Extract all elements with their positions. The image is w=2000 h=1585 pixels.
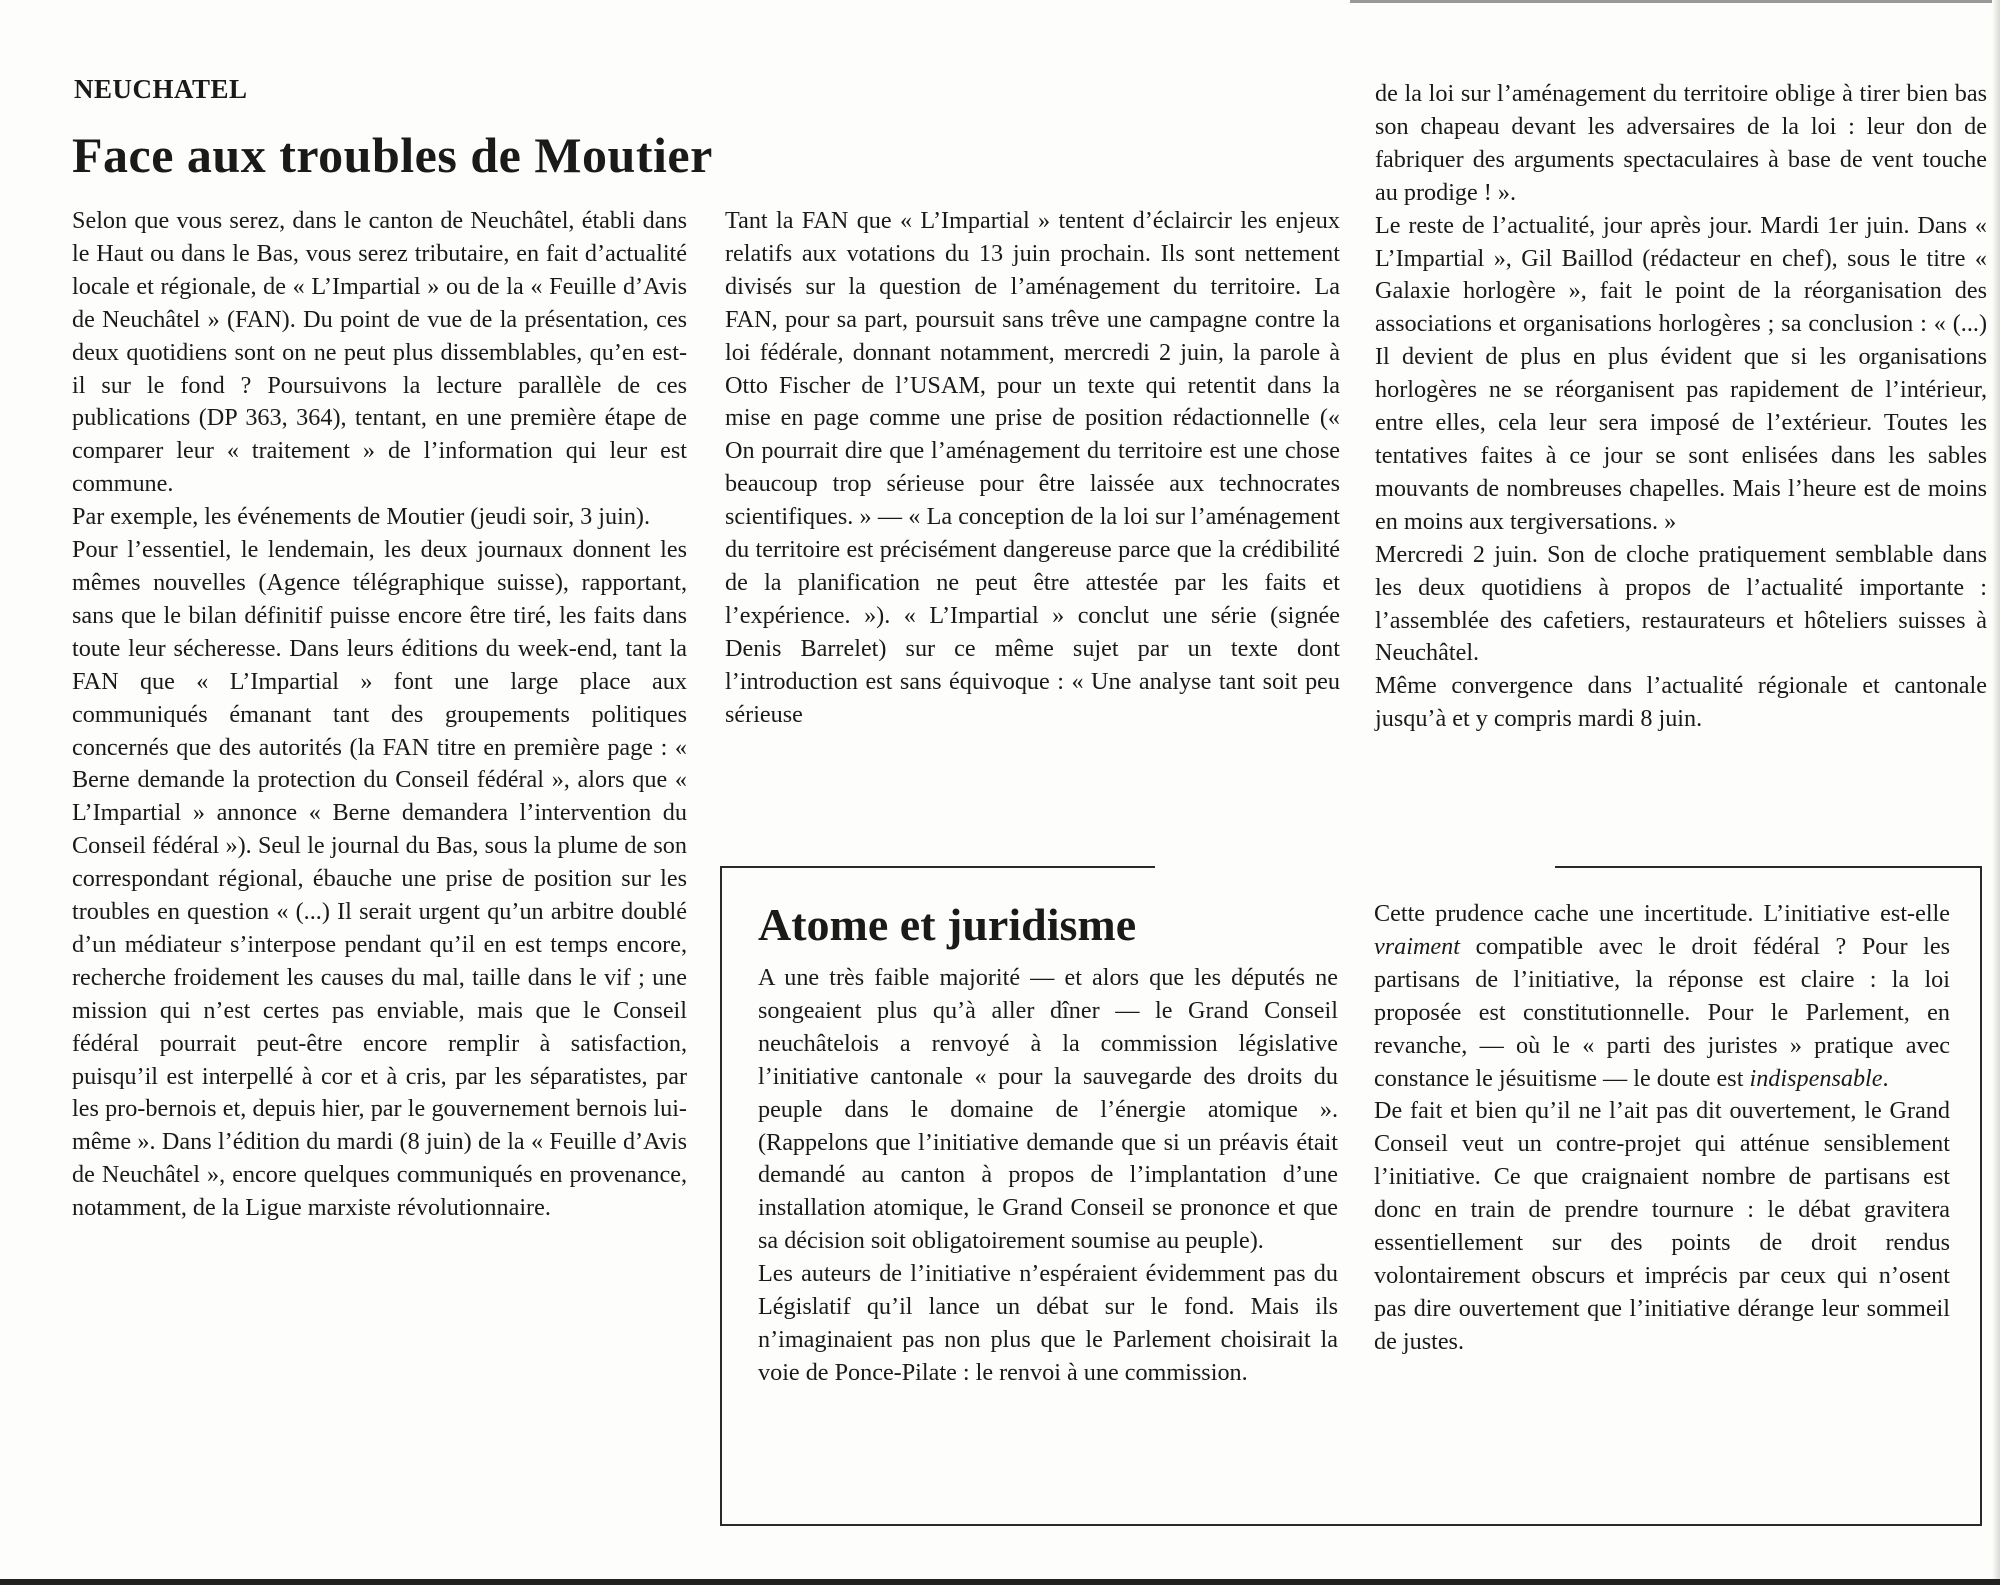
paragraph: Le reste de l’actualité, jour après jour. Mardi 1er juin. Dans « L’Impartial », Gil Baillod (rédacteur en chef), sous le titre « Galaxie horlogère », fait le point de la réorganisation des associations et organisations horlogères ; sa conclusion : « (...) Il devient de plus en plus évident que si les organisations horlogères ne se réorganisent pas rapidement de l’intérieur, entre elles, cela leur sera imposé de l’extérieur. Toutes les tentatives faites à ce jour se sont enlisées dans les sables mouvants de nombreuses chapelles. Mais l’heure est de moins en moins aux tergiversations. »	[1375, 211, 1987, 535]
top-rule	[1350, 0, 2000, 3]
paragraph: Mercredi 2 juin. Son de cloche pratiquement semblable dans les deux quotidiens à propos de l’actualité importante : l’assemblée des cafetiers, restaurateurs et hôteliers suisses à Neuchâtel.	[1375, 540, 1987, 667]
box-column-1	[758, 962, 1338, 1390]
section-kicker: NEUCHATEL	[74, 74, 248, 104]
paragraph	[1374, 898, 1950, 1095]
article-column-3	[1375, 78, 1987, 736]
page-edge-shadow	[1992, 0, 2000, 1585]
text-run: Cette prudence cache une incertitude. L’initiative est-elle	[1374, 900, 1950, 927]
box-column-2	[1374, 898, 1950, 1359]
paragraph: Selon que vous serez, dans le canton de Neuchâtel, établi dans le Haut ou dans le Bas, vous serez tributaire, en fait d’actualité locale et régionale, de « L’Impartial » ou de la « Feuille d’Avis de Neuchâtel » (FAN). Du point de vue de la présentation, ces deux quotidiens sont on ne peut plus dissemblables, qu’en est-il sur le fond ? Poursuivons la lecture parallèle de ces publications (DP 363, 364), tentant, en une première étape de comparer leur « traitement » de l’information qui leur est commune.	[72, 207, 687, 498]
emphasis: vraiment	[1374, 932, 1460, 960]
article-column-2	[725, 205, 1340, 732]
paragraph: A une très faible majorité — et alors que les députés ne songeaient plus qu’à aller dîner — le Grand Conseil neuchâtelois a renvoyé à la commission législative l’initiative cantonale « pour la sauvegarde des droits du peuple dans le domaine de l’énergie atomique ». (Rappelons que l’initiative demande que si un préavis était demandé au canton à propos de l’implantation d’une installation atomique, le Grand Conseil se prononce et que sa décision soit obligatoirement soumise au peuple).	[758, 964, 1338, 1255]
bottom-rule	[0, 1579, 2000, 1585]
paragraph: Pour l’essentiel, le lendemain, les deux journaux donnent les mêmes nouvelles (Agence télégraphique suisse), rapportant, sans que le bilan définitif puisse encore être tiré, les faits dans toute leur sécheresse. Dans leurs éditions du week-end, tant la FAN que « L’Impartial » font une large place aux communiqués émanant tant des groupements politiques concernés que des autorités (la FAN titre en première page : « Berne demande la protection du Conseil fédéral », alors que « L’Impartial » annonce « Berne demandera l’intervention du Conseil fédéral »). Seul le journal du Bas, sous la plume de son correspondant régional, ébauche une prise de position sur les troubles en question « (...) Il serait urgent qu’un arbitre doublé d’un médiateur s’interpose pendant qu’il en est temps encore, recherche froidement les causes du mal, taille dans le vif ; une mission qui n’est certes pas enviable, mais que le Conseil fédéral pourrait peut-être encore remplir à satisfaction, puisqu’il est interpellé à cor et à cris, par les séparatistes, par les pro-bernois et, depuis hier, par le gouvernement bernois lui-même ». Dans l’édition du mardi (8 juin) de la « Feuille d’Avis de Neuchâtel », encore quelques communiqués en provenance, notamment, de la Ligue marxiste révolutionnaire.	[72, 536, 687, 1222]
article-column-1	[72, 205, 687, 1225]
paragraph: Les auteurs de l’initiative n’espéraient évidemment pas du Législatif qu’il lance un débat sur le fond. Mais ils n’imaginaient pas non plus que le Parlement choisirait la voie de Ponce-Pilate : le renvoi à une commission.	[758, 1260, 1338, 1386]
paragraph: Par exemple, les événements de Moutier (jeudi soir, 3 juin).	[72, 503, 651, 531]
paragraph: De fait et bien qu’il ne l’ait pas dit ouvertement, le Grand Conseil veut un contre-projet qui atténue sensiblement l’initiative. Ce que craignaient nombre de partisans est donc en train de prendre tournure : le débat gravitera essentiellement sur des points de droit rendus volontairement obscurs et imprécis par ceux qui n’osent pas dire ouvertement que l’initiative dérange leur sommeil de justes.	[1374, 1097, 1950, 1355]
article-headline: Face aux troubles de Moutier	[72, 127, 713, 183]
paragraph: de la loi sur l’aménagement du territoire oblige à tirer bien bas son chapeau devant les adversaires de la loi : leur don de fabriquer des arguments spectaculaires à base de vent touche au prodige ! ».	[1375, 80, 1987, 206]
box-frame-gap	[1155, 862, 1555, 872]
text-run: .	[1882, 1064, 1889, 1092]
paragraph: Même convergence dans l’actualité régionale et cantonale jusqu’à et y compris mardi 8 juin.	[1375, 672, 1987, 733]
box-title: Atome et juridisme	[758, 899, 1137, 950]
text-run: compatible avec le droit fédéral ? Pour les partisans de l’initiative, la réponse est claire : la loi proposée est constitutionnelle. Pour le Parlement, en revanche, — où le « parti des juristes » pratique avec constance le jésuitisme — le doute est	[1374, 932, 1950, 1092]
emphasis: indispensable	[1749, 1064, 1883, 1092]
paragraph: Tant la FAN que « L’Impartial » tentent d’éclaircir les enjeux relatifs aux votations du 13 juin prochain. Ils sont nettement divisés sur la question de l’aménagement du territoire. La FAN, pour sa part, poursuit sans trêve une campagne contre la loi fédérale, donnant notamment, mercredi 2 juin, la parole à Otto Fischer de l’USAM, pour un texte qui retentit dans la mise en page comme une prise de position rédactionnelle (« On pourrait dire que l’aménagement du territoire est une chose beaucoup trop sérieuse pour être laissée aux technocrates scientifiques. » — « La conception de la loi sur l’aménagement du territoire est précisément dangereuse parce que la crédibilité de la planification ne peut être attestée par les faits et l’expérience. »). « L’Impartial » conclut une série (signée Denis Barrelet) sur ce même sujet par un texte dont l’introduction est sans équivoque : « Une analyse tant soit peu sérieuse	[725, 207, 1340, 728]
